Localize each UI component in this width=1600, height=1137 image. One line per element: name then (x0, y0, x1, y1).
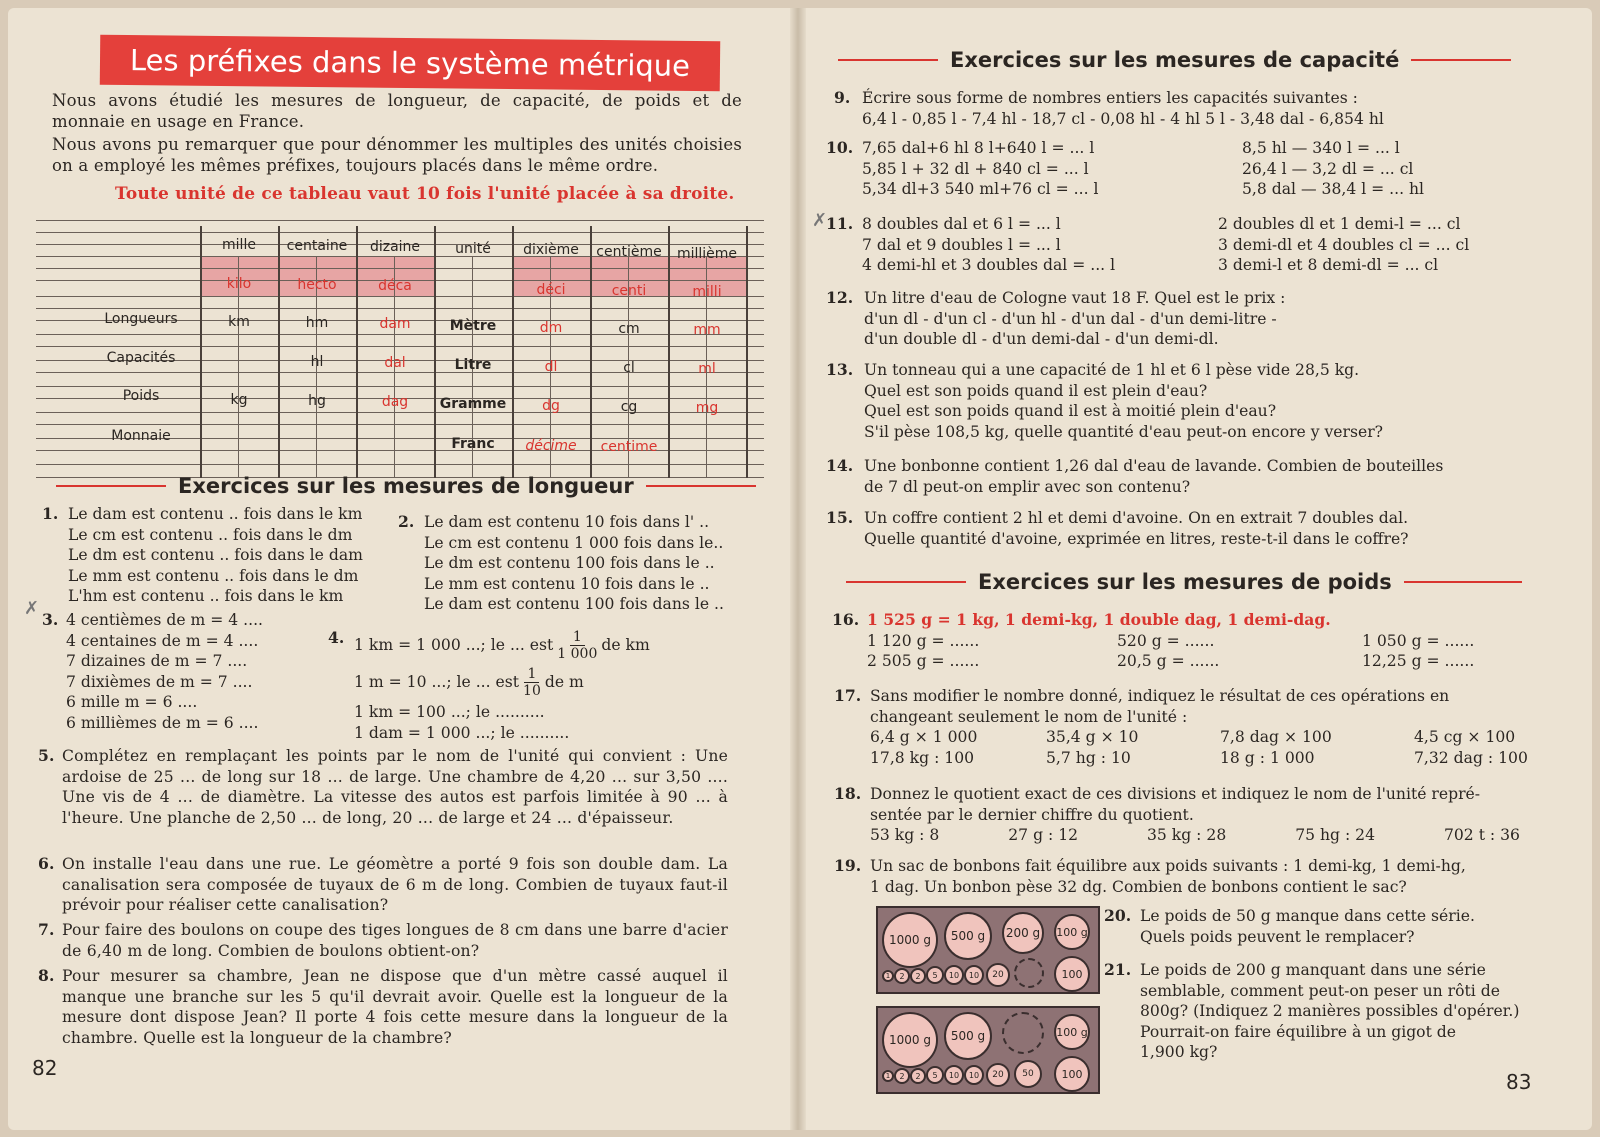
section-title-capacity (826, 48, 1523, 72)
book-gutter (790, 8, 806, 1130)
fraction-numerator: 1 (570, 629, 585, 646)
exercise-text: 1 km = 1 000 ...; le ... est (354, 635, 554, 654)
exercise-line: 3 demi-dl et 4 doubles cl = ... cl (1218, 235, 1470, 254)
prefix-cell: milli (692, 284, 722, 300)
exercise-item: 5,7 hg : 10 (1046, 748, 1131, 767)
exercise-item: 7,8 dag × 100 (1220, 728, 1332, 746)
exercise-number: 4. (328, 628, 345, 647)
exercise-19 (834, 856, 1466, 897)
exercise-item: 1 050 g = ...... (1362, 631, 1475, 650)
col-header: dizaine (369, 239, 421, 255)
exercise-number: 1. (42, 504, 59, 523)
weight-200g: 200 g (1002, 912, 1044, 954)
weight-small: 2 (910, 968, 926, 984)
exercise-line: 3 demi-l et 8 demi-dl = ... cl (1218, 256, 1439, 274)
exercise-9 (834, 88, 1384, 129)
row-label: Longueurs (104, 311, 178, 327)
table-cell: décime (525, 438, 577, 454)
exercise-line: Quelle quantité d'avoine, exprimée en litres, reste-t-il dans le coffre? (864, 529, 1409, 548)
exercise-2 (398, 512, 724, 615)
table-cell: hm (305, 315, 329, 331)
exercise-line: sentée par le dernier chiffre du quotient. (870, 805, 1194, 824)
exercise-line: Pourrait-on faire équilibre à un gigot de (1140, 1022, 1457, 1041)
exercise-text: de km (601, 635, 650, 654)
exercise-text: de m (544, 672, 584, 691)
exercise-6 (38, 854, 728, 916)
exercise-item: 520 g = ...... (1117, 631, 1215, 650)
section-title-text: Exercices sur les mesures de longueur (178, 474, 634, 498)
table-cell: ml (698, 361, 716, 377)
weight-100g: 100 (1054, 956, 1090, 992)
table-cell: mg (695, 400, 719, 416)
weight-1000g: 1000 g (882, 912, 938, 968)
intro-paragraph-1: Nous avons étudié les mesures de longueur, de capacité, de poids et de monnaie en usage en France. (52, 91, 742, 131)
exercise-number: 17. (834, 686, 862, 705)
exercise-line: S'il pèse 108,5 kg, quelle quantité d'eau peut-on encore y verser? (864, 422, 1384, 441)
exercise-17 (834, 686, 1528, 768)
row-label: Monnaie (111, 428, 171, 444)
exercise-text: On installe l'eau dans une rue. Le géomètre a porté 9 fois son double dam. La canalisation sera composée de tuyaux de 6 m de long. Combien de tuyaux faut-il prévoir pour réaliser cette canalisation? (62, 855, 728, 914)
exercise-number: 21. (1104, 960, 1132, 979)
exercise-number: 16. (832, 610, 860, 629)
table-cell: mm (693, 322, 721, 338)
prefix-cell: kilo (226, 276, 252, 292)
exercise-line: Le dam est contenu 10 fois dans l' .. (424, 513, 710, 531)
exercise-21 (1104, 960, 1519, 1063)
exercise-number: 9. (834, 88, 851, 107)
exercise-15 (826, 508, 1409, 549)
exercise-item: 35,4 g × 10 (1046, 728, 1139, 746)
exercise-line: Quel est son poids quand il est à moitié plein d'eau? (864, 402, 1277, 420)
exercise-grid (867, 631, 1522, 672)
table-cell: dm (539, 320, 563, 336)
exercise-number: 2. (398, 512, 415, 531)
exercise-18 (834, 784, 1524, 846)
fraction-numerator: 1 (524, 666, 539, 683)
red-note: Toute unité de ce tableau vaut 10 fois l'unité placée à sa droite. (115, 184, 735, 204)
table-cell: dg (542, 398, 560, 414)
exercise-number: 3. (42, 610, 59, 629)
missing-weight-slot (1002, 1012, 1044, 1054)
weight-small: 10 (944, 965, 964, 985)
exercise-line: Sans modifier le nombre donné, indiquez le résultat de ces opérations en (870, 687, 1450, 705)
exercise-item: 35 kg : 28 (1147, 826, 1227, 844)
weight-small: 5 (926, 966, 944, 984)
title-rule (1404, 581, 1522, 583)
intro-paragraph-2: Nous avons pu remarquer que pour dénommer les multiples des unités choisies on a employé les mêmes préfixes, toujours placés dans le même ordre. (52, 135, 742, 175)
exercise-number: 18. (834, 784, 862, 803)
weight-small: 20 (986, 963, 1010, 987)
exercise-line: 5,85 l + 32 dl + 840 cl = ... l (862, 159, 1089, 178)
exercise-text: Pour mesurer sa chambre, Jean ne dispose que d'un mètre cassé auquel il manque une branche sur les 5 qu'il devrait avoir. Quelle est la longueur de la mesure dont dispose Jean? Il porte 4 fois cette mesure dans la longueur de la chambre. Quelle est la longueur de la chambre? (62, 967, 728, 1047)
exercise-item: 18 g : 1 000 (1220, 748, 1315, 767)
weight-small: 2 (894, 1068, 910, 1084)
col-header: centième (596, 244, 662, 260)
weight-100g: 100 (1054, 1056, 1090, 1092)
exercise-10 (826, 138, 1526, 200)
exercise-number: 8. (38, 966, 55, 985)
table-cell: dal (384, 355, 406, 371)
exercise-line: Le mm est contenu .. fois dans le dm (68, 566, 359, 585)
page-number-right: 83 (1506, 1070, 1532, 1094)
exercise-line: changeant seulement le nom de l'unité : (870, 707, 1188, 726)
exercise-item: 702 t : 36 (1443, 826, 1520, 844)
exercise-item: 17,8 kg : 100 (870, 748, 975, 767)
exercise-line: Un sac de bonbons fait équilibre aux poids suivants : 1 demi-kg, 1 demi-hg, (870, 857, 1466, 875)
exercise-line: Le dm est contenu .. fois dans le dam (68, 546, 363, 564)
exercise-line: Un tonneau qui a une capacité de 1 hl et 6 l pèse vide 28,5 kg. (864, 361, 1360, 379)
title-rule (646, 485, 756, 487)
exercise-line: Le cm est contenu .. fois dans le dm (68, 525, 353, 544)
exercise-line: Écrire sous forme de nombres entiers les capacités suivantes : (862, 89, 1358, 107)
weight-small: 1 (882, 1070, 894, 1082)
table-cell: cm (618, 321, 640, 337)
exercise-number: 19. (834, 856, 862, 875)
exercise-12 (826, 288, 1285, 350)
exercise-1 (42, 504, 363, 607)
exercise-number: 7. (38, 920, 55, 939)
exercise-line: Une bonbonne contient 1,26 dal d'eau de lavande. Combien de bouteilles (864, 457, 1444, 475)
exercise-number: 14. (826, 456, 854, 475)
weight-small: 10 (944, 1065, 964, 1085)
weight-100g: 100 g (1054, 1014, 1090, 1050)
exercise-line: 1 km = 100 ...; le .......... (354, 703, 545, 721)
banner-title: Les préfixes dans le système métrique (100, 35, 720, 91)
table-cell: kg (230, 392, 248, 408)
weight-500g: 500 g (944, 912, 992, 960)
section-title-text: Exercices sur les mesures de poids (978, 570, 1392, 594)
exercise-number: 10. (826, 138, 854, 157)
table-cell: dl (544, 359, 558, 375)
title-rule (846, 581, 966, 583)
weight-small: 2 (910, 1068, 926, 1084)
table-cell: Franc (451, 436, 495, 452)
fraction (523, 666, 541, 699)
exercise-11 (826, 214, 1526, 276)
exercise-line: Donnez le quotient exact de ces divisions et indiquez le nom de l'unité repré- (870, 785, 1481, 803)
exercise-line: 800g? (Indiquez 2 manières possibles d'opérer.) (1140, 1002, 1520, 1020)
metric-prefix-table (36, 220, 764, 478)
exercise-line: Un litre d'eau de Cologne vaut 18 F. Quel est le prix : (864, 289, 1286, 307)
exercise-line: 7 dixièmes de m = 7 .... (66, 672, 253, 691)
exercise-text: 1 m = 10 ...; le ... est (354, 672, 520, 691)
exercise-line: Quels poids peuvent le remplacer? (1140, 927, 1415, 946)
exercise-number: 12. (826, 288, 854, 307)
weight-small: 5 (926, 1066, 944, 1084)
exercise-line: 4 centaines de m = 4 .... (66, 631, 259, 650)
exercise-line: 7 dal et 9 doubles l = ... l (862, 235, 1061, 254)
table-cell: km (228, 314, 250, 330)
exercise-line: 1,900 kg? (1140, 1043, 1218, 1061)
col-header: millième (676, 246, 738, 262)
pencil-check-mark: ✗ (812, 210, 828, 231)
exercise-line: Le dm est contenu 100 fois dans le .. (424, 554, 715, 572)
missing-weight-slot (1014, 958, 1044, 988)
table-cell: centime (600, 439, 658, 455)
exercise-line: 2 doubles dl et 1 demi-l = ... cl (1218, 215, 1461, 233)
exercise-line: Le dam est contenu 100 fois dans le .. (424, 595, 724, 613)
exercise-line: 26,4 l — 3,2 dl = ... cl (1242, 159, 1414, 178)
exercise-line: Le mm est contenu 10 fois dans le .. (424, 574, 710, 593)
page-number-left: 82 (32, 1056, 58, 1080)
exercise-line: de 7 dl peut-on emplir avec son contenu? (864, 477, 1191, 496)
section-title-weight (834, 570, 1534, 594)
exercise-line: 5,8 dal — 38,4 l = ... hl (1242, 180, 1425, 198)
exercise-5 (38, 746, 728, 828)
prefix-cell: déca (378, 278, 412, 294)
exercise-number: 5. (38, 746, 55, 765)
weight-100g: 100 g (1054, 914, 1090, 950)
exercise-item: 75 hg : 24 (1295, 826, 1376, 844)
exercise-item: 1 120 g = ...... (867, 631, 980, 650)
table-cell: hg (308, 393, 326, 409)
col-header: unité (455, 241, 491, 257)
title-rule (838, 59, 938, 61)
exercise-line: d'un double dl - d'un demi-dal - d'un demi-dl. (864, 330, 1219, 348)
exercise-line: Le poids de 200 g manquant dans une série (1140, 961, 1486, 979)
row-label: Poids (122, 388, 160, 404)
exercise-number: 6. (38, 854, 55, 873)
exercise-line: 4 demi-hl et 3 doubles dal = ... l (862, 256, 1116, 274)
table-cell: Gramme (439, 396, 507, 412)
exercise-number: 15. (826, 508, 854, 527)
exercise-line: 1 dam = 1 000 ...; le .......... (354, 723, 570, 742)
weight-small: 1 (882, 970, 894, 982)
prefix-cell: centi (611, 283, 647, 299)
exercise-13 (826, 360, 1383, 442)
exercise-8 (38, 966, 728, 1048)
exercise-line: Le poids de 50 g manque dans cette série. (1140, 907, 1475, 925)
exercise-line: 7,65 dal+6 hl 8 l+640 l = ... l (862, 139, 1095, 157)
exercise-item: 20,5 g = ...... (1117, 652, 1220, 670)
title-rule (56, 485, 166, 487)
table-cell: Mètre (449, 318, 497, 334)
exercise-line (354, 662, 650, 702)
exercise-number: 20. (1104, 906, 1132, 925)
weight-small: 20 (986, 1063, 1010, 1087)
section-title-text: Exercices sur les mesures de capacité (950, 48, 1400, 72)
exercise-example: 1 525 g = 1 kg, 1 demi-kg, 1 double dag, 1 demi-dag. (867, 610, 1331, 629)
exercise-line: 6 mille m = 6 .... (66, 693, 198, 711)
fraction-denominator: 10 (523, 682, 541, 699)
exercise-line: semblable, comment peut-on peser un rôti de (1140, 981, 1500, 1000)
prefix-cell: hecto (297, 277, 337, 293)
exercise-line: Le cm est contenu 1 000 fois dans le.. (424, 533, 724, 552)
exercise-text: Complétez en remplaçant les points par le nom de l'unité qui convient : Une ardoise de 25 ... de long sur 18 ... de large. Une chambre de 4,20 ... sur 3,50 .... Une vis de 4 ... de diamètre. La vitesse des autos est parfois limitée à 90 ... à l'heure. Une planche de 2,50 ... de long, 20 ... de large et 24 ... d'épaisseur. (62, 747, 728, 827)
fraction (557, 629, 597, 662)
exercise-item: 53 kg : 8 (870, 826, 940, 844)
exercise-line: 6,4 l - 0,85 l - 7,4 hl - 18,7 cl - 0,08 hl - 4 hl 5 l - 3,48 dal - 6,854 hl (862, 109, 1384, 128)
prefix-cell: déci (536, 282, 566, 298)
weights-set-1 (876, 906, 1100, 994)
exercise-7 (38, 920, 728, 961)
exercise-item: 7,32 dag : 100 (1414, 748, 1528, 767)
exercise-grid (870, 825, 1520, 846)
weights-set-2 (876, 1006, 1100, 1094)
exercise-16 (832, 610, 1522, 672)
table-cell: dam (379, 316, 411, 332)
exercise-item: 2 505 g = ...... (867, 652, 980, 670)
exercise-line: Quel est son poids quand il est plein d'eau? (864, 381, 1208, 400)
exercise-line: Le dam est contenu .. fois dans le km (68, 505, 363, 523)
exercise-line (354, 628, 650, 662)
exercise-line: 4 centièmes de m = 4 .... (66, 611, 263, 629)
exercise-line: 8,5 hl — 340 l = ... l (1242, 139, 1400, 157)
weight-small: 2 (894, 968, 910, 984)
weight-1000g: 1000 g (882, 1012, 938, 1068)
fraction-denominator: 1 000 (557, 645, 598, 662)
pencil-check-mark: ✗ (24, 598, 40, 619)
exercise-line: L'hm est contenu .. fois dans le km (68, 587, 344, 605)
exercise-line: 1 dag. Un bonbon pèse 32 dg. Combien de bonbons contient le sac? (870, 877, 1407, 896)
exercise-14 (826, 456, 1443, 497)
section-title-length (44, 474, 768, 498)
weight-small: 10 (964, 965, 984, 985)
exercise-20 (1104, 906, 1475, 947)
exercise-grid (870, 727, 1528, 768)
exercise-line: d'un dl - d'un cl - d'un hl - d'un dal - d'un demi-litre - (864, 309, 1277, 328)
exercise-line: 5,34 dl+3 540 ml+76 cl = ... l (862, 180, 1099, 198)
exercise-item: 6,4 g × 1 000 (870, 728, 978, 746)
exercise-number: 13. (826, 360, 854, 379)
table-cell: Litre (454, 357, 492, 373)
col-header: mille (222, 237, 256, 253)
exercise-item: 27 g : 12 (1008, 826, 1079, 844)
weight-small: 10 (964, 1065, 984, 1085)
exercise-text: Pour faire des boulons on coupe des tiges longues de 8 cm dans une barre d'acier de 6,40 m de long. Combien de boulons obtient-on? (62, 921, 728, 960)
exercise-4 (328, 628, 650, 743)
col-header: centaine (286, 238, 348, 254)
table-cell: cg (620, 399, 638, 415)
weight-small: 50 (1014, 1060, 1042, 1088)
table-cell: cl (623, 360, 635, 376)
table-cell: dag (381, 394, 409, 410)
exercise-item: 12,25 g = ...... (1362, 652, 1475, 670)
exercise-item: 4,5 cg × 100 (1414, 728, 1516, 746)
exercise-line: 6 millièmes de m = 6 .... (66, 713, 259, 732)
exercise-line: 7 dizaines de m = 7 .... (66, 652, 248, 670)
title-rule (1411, 59, 1511, 61)
weight-500g: 500 g (944, 1012, 992, 1060)
row-label: Capacités (106, 350, 176, 366)
exercise-3 (42, 610, 263, 733)
exercise-line: Un coffre contient 2 hl et demi d'avoine. On en extrait 7 doubles dal. (864, 509, 1409, 527)
col-header: dixième (523, 242, 579, 258)
table-cell: hl (310, 354, 324, 370)
exercise-line: 8 doubles dal et 6 l = ... l (862, 215, 1061, 233)
exercise-number: 11. (826, 214, 854, 233)
